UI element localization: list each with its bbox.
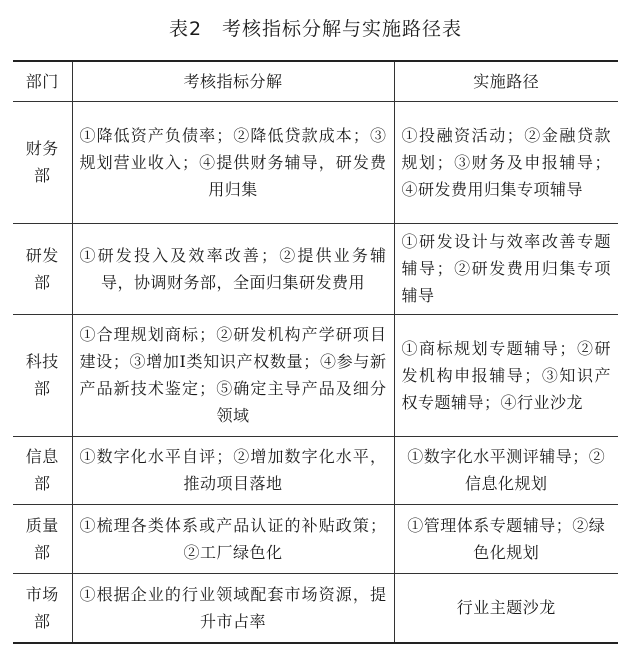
cell-department: 信息部 bbox=[13, 436, 72, 504]
page-title: 表2 考核指标分解与实施路径表 bbox=[168, 18, 463, 40]
header-paths: 实施路径 bbox=[394, 61, 618, 101]
table-row bbox=[13, 573, 618, 643]
cell-department: 研发部 bbox=[13, 223, 72, 314]
cell-indicators: ①数字化水平自评；②增加数字化水平，推动项目落地 bbox=[72, 436, 394, 504]
cell-paths: ①数字化水平测评辅导；②信息化规划 bbox=[394, 436, 618, 504]
table-row bbox=[13, 101, 618, 223]
cell-indicators: ①合理规划商标；②研发机构产学研项目建设；③增加Ⅰ类知识产权数量；④参与新产品新技术鉴定；⑤确定主导产品及细分领域 bbox=[72, 314, 394, 436]
cell-paths: 行业主题沙龙 bbox=[394, 573, 618, 643]
table-row bbox=[13, 436, 618, 504]
table-header-row bbox=[13, 61, 618, 101]
cell-indicators: ①研发投入及效率改善；②提供业务辅导，协调财务部，全面归集研发费用 bbox=[72, 223, 394, 314]
cell-indicators: ①降低资产负债率；②降低贷款成本；③规划营业收入；④提供财务辅导，研发费用归集 bbox=[72, 101, 394, 223]
cell-department: 财务部 bbox=[13, 101, 72, 223]
table-row bbox=[13, 223, 618, 314]
cell-department: 市场部 bbox=[13, 573, 72, 643]
cell-paths: ①管理体系专题辅导；②绿色化规划 bbox=[394, 504, 618, 573]
cell-department: 质量部 bbox=[13, 504, 72, 573]
header-indicators: 考核指标分解 bbox=[72, 61, 394, 101]
cell-indicators: ①根据企业的行业领域配套市场资源，提升市占率 bbox=[72, 573, 394, 643]
indicator-table bbox=[13, 60, 618, 644]
cell-paths: ①投融资活动；②金融贷款规划；③财务及申报辅导；④研发费用归集专项辅导 bbox=[394, 101, 618, 223]
cell-paths: ①商标规划专题辅导；②研发机构申报辅导；③知识产权专题辅导；④行业沙龙 bbox=[394, 314, 618, 436]
table-row bbox=[13, 314, 618, 436]
cell-department: 科技部 bbox=[13, 314, 72, 436]
cell-indicators: ①梳理各类体系或产品认证的补贴政策；②工厂绿色化 bbox=[72, 504, 394, 573]
cell-paths: ①研发设计与效率改善专题辅导；②研发费用归集专项辅导 bbox=[394, 223, 618, 314]
table-row bbox=[13, 504, 618, 573]
header-department: 部门 bbox=[13, 61, 72, 101]
